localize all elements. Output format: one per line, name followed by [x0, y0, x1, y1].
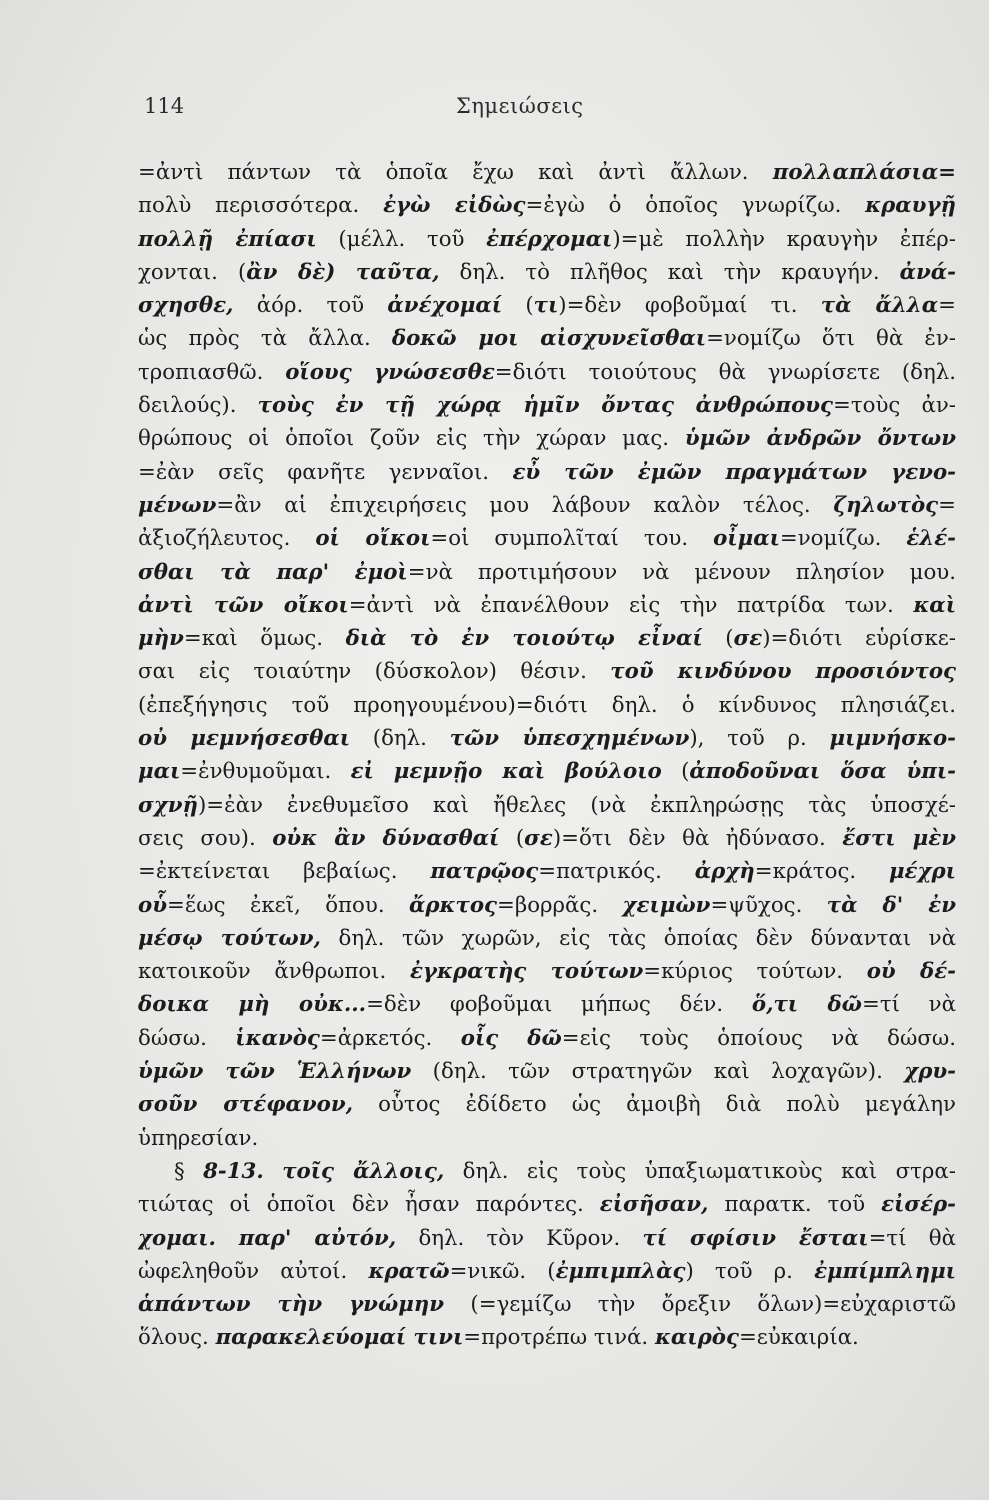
text-line: μὴν=καὶ ὅμως. διὰ τὸ ἐν τοιούτῳ εἶναί (σε)=διότι εὑρίσκε- [138, 626, 956, 652]
text-line: ἀξιοζήλευτος. οἱ οἴκοι=οἱ συμπολῖταί του. οἶμαι=νομίζω. ἑλέ- [138, 526, 956, 552]
lemma: κρατῶ [368, 1258, 450, 1284]
text-line: οὗ=ἕως ἐκεῖ, ὅπου. ἄρκτος=βορρᾶς. χειμὼν=ψῦχος. τὰ δ' ἐν [138, 892, 956, 918]
text-line: ὑμῶν τῶν Ἑλλήνων (δηλ. τῶν στρατηγῶν καὶ λοχαγῶν). χρυ- [138, 1059, 956, 1085]
lemma: τοὺς ἐν τῇ χώρᾳ ἡμῖν ὄντας ἀνθρώπους [257, 393, 834, 419]
text-line: ἀντὶ τῶν οἴκοι=ἀντὶ νὰ ἐπανέλθουν εἰς τὴν πατρίδα των. καὶ [138, 592, 956, 618]
lemma: σε [524, 825, 553, 851]
text-line: θρώπους οἱ ὁποῖοι ζοῦν εἰς τὴν χώραν μας. ὑμῶν ἀνδρῶν ὄντων [138, 426, 956, 452]
lemma: ἐμπίμπλημι [814, 1258, 956, 1284]
text-line: σθαι τὰ παρ' ἐμοὶ=νὰ προτιμήσουν νὰ μένουν πλησίον μου. [138, 559, 956, 585]
page-header [144, 94, 951, 124]
lemma: σχνῇ [138, 792, 198, 818]
lemma: ὅ,τι δῶ [751, 992, 862, 1018]
text-line: πολλῇ ἐπίασι (μέλλ. τοῦ ἐπέρχομαι)=μὲ πολλὴν κραυγὴν ἐπέρ- [138, 226, 956, 252]
lemma: τί σφίσιν ἔσται [642, 1225, 869, 1251]
text-line: δοικα μὴ οὐκ...=δὲν φοβοῦμαι μήπως δέν. ὅ,τι δῶ=τί νὰ [138, 992, 956, 1018]
text-line: τιώτας οἱ ὁποῖοι δὲν ἦσαν παρόντες. εἰσῆσαν, παρατκ. τοῦ εἰσέρ- [138, 1192, 956, 1218]
lemma: 8-13. [203, 1158, 264, 1184]
lemma: χειμὼν [622, 892, 711, 918]
text-line: ὡς πρὸς τὰ ἄλλα. δοκῶ μοι αἰσχυνεῖσθαι=νομίζω ὅτι θὰ ἐν- [138, 326, 956, 352]
text-line: οὐ μεμνήσεσθαι (δηλ. τῶν ὑπεσχημένων), τοῦ ρ. μιμνήσκο- [138, 726, 956, 752]
text-line: =ἐκτείνεται βεβαίως. πατρῷος=πατρικός. ἀρχὴ=κράτος. μέχρι [138, 859, 956, 885]
text-line: σεις σου). οὐκ ἂν δύνασθαί (σε)=ὅτι δὲν θὰ ἠδύνασο. ἔστι μὲν [138, 825, 956, 851]
lemma: πολλῇ ἐπίασι [138, 226, 317, 252]
lemma: εἰσέρ- [881, 1192, 956, 1218]
text-line: ὑπηρεσίαν. [138, 1125, 259, 1151]
text-line: (ἐπεξήγησις τοῦ προηγουμένου)=διότι δηλ. ὁ κίνδυνος πλησιάζει. [138, 692, 956, 718]
lemma: χομαι. παρ' αὐτόν, [138, 1225, 397, 1251]
lemma: μαι [138, 759, 181, 785]
lemma: κραυγῇ [865, 193, 956, 219]
text-line: σαι εἰς τοιαύτην (δύσκολον) θέσιν. τοῦ κινδύνου προσιόντος [138, 659, 956, 685]
text-line: σχνῇ)=ἐὰν ἐνεθυμεῖσο καὶ ἤθελες (νὰ ἐκπληρώσῃς τὰς ὑποσχέ- [138, 792, 956, 818]
lemma: καιρὸς [654, 1325, 739, 1351]
lemma: εἰ μεμνῇο καὶ βούλοιο [350, 759, 662, 785]
lemma: μὴν [138, 626, 184, 652]
lemma: σοῦν στέφανον, [138, 1092, 354, 1118]
lemma: ἐγὼ εἰδὼς [383, 193, 526, 219]
lemma: τὰ δ' ἐν [826, 892, 956, 918]
lemma: ὑμῶν τῶν Ἑλλήνων [138, 1059, 412, 1085]
lemma: ἁπάντων τὴν γνώμην [138, 1292, 445, 1318]
lemma: μέσῳ τούτων, [138, 925, 321, 951]
lemma: οὐ μεμνήσεσθαι [138, 726, 351, 752]
lemma: ἀποδοῦναι ὅσα ὑπι- [689, 759, 956, 785]
text-line: =ἀντὶ πάντων τὰ ὁποῖα ἔχω καὶ ἀντὶ ἄλλων. πολλαπλάσια= [138, 160, 956, 185]
lemma: οἵους γνώσεσθε [285, 359, 495, 385]
page-number: 114 [144, 94, 185, 118]
lemma: ἀρχὴ [694, 859, 755, 885]
lemma: μέχρι [888, 859, 956, 885]
text-line: σχησθε, ἀόρ. τοῦ ἀνέχομαί (τι)=δὲν φοβοῦμαί τι. τὰ ἄλλα= [138, 293, 956, 319]
lemma: οὗ [138, 892, 167, 918]
lemma: ἑλέ- [906, 526, 956, 552]
lemma: οἱ οἴκοι [315, 526, 431, 552]
lemma: δοκῶ μοι αἰσχυνεῖσθαι [391, 326, 707, 352]
text-line: =ἐὰν σεῖς φανῆτε γενναῖοι. εὖ τῶν ἐμῶν πραγμάτων γενο- [138, 459, 956, 485]
lemma: τι [533, 293, 559, 319]
text-line: δειλούς). τοὺς ἐν τῇ χώρᾳ ἡμῖν ὄντας ἀνθρώπους=τοὺς ἀν- [138, 393, 956, 419]
text-line: σοῦν στέφανον, οὗτος ἐδίδετο ὡς ἀμοιβὴ διὰ πολὺ μεγάλην [138, 1092, 956, 1118]
lemma: σθαι τὰ παρ' ἐμοὶ [138, 559, 408, 585]
text-line: ἁπάντων τὴν γνώμην (=γεμίζω τὴν ὄρεξιν ὅλων)=εὐχαριστῶ [138, 1292, 956, 1318]
lemma: διὰ τὸ ἐν τοιούτῳ εἶναί [345, 626, 703, 652]
text-line: χονται. (ἂν δὲ) ταῦτα, δηλ. τὸ πλῆθος καὶ τὴν κραυγήν. ἀνά- [138, 259, 956, 285]
lemma: ὑμῶν ἀνδρῶν ὄντων [684, 426, 956, 452]
lemma: ἀνέχομαί [387, 293, 503, 319]
lemma: τοῖς ἄλλοις, [282, 1158, 445, 1184]
lemma: τῶν ὑπεσχημένων [449, 726, 690, 752]
lemma: εἰσῆσαν, [599, 1192, 709, 1218]
lemma: παρακελεύομαί τινι [215, 1325, 464, 1351]
lemma: ἀνά- [899, 259, 956, 285]
lemma: ἂν δὲ) ταῦτα, [246, 259, 440, 285]
lemma: οὐ δέ- [866, 959, 956, 985]
text-line: κατοικοῦν ἄνθρωποι. ἐγκρατὴς τούτων=κύριος τούτων. οὐ δέ- [138, 959, 956, 985]
lemma: πολλαπλάσια= [772, 160, 956, 185]
lemma: μιμνήσκο- [829, 726, 956, 752]
lemma: ἄρκτος [409, 892, 498, 918]
lemma: πατρῷος [430, 859, 539, 885]
text-line: ὠφεληθοῦν αὐτοί. κρατῶ=νικῶ. (ἐμπιμπλὰς) τοῦ ρ. ἐμπίμπλημι [138, 1258, 956, 1284]
lemma: οἶμαι [713, 526, 780, 552]
lemma: οἷς δῶ [460, 1025, 562, 1051]
text-line: ὅλους. παρακελεύομαί τινι=προτρέπω τινά. καιρὸς=εὐκαιρία. [138, 1325, 859, 1351]
text-line: § 8-13. τοῖς ἄλλοις, δηλ. εἰς τοὺς ὑπαξιωματικοὺς καὶ στρα- [174, 1158, 956, 1184]
text-line: μέσῳ τούτων, δηλ. τῶν χωρῶν, εἰς τὰς ὁποίας δὲν δύνανται νὰ [138, 925, 956, 951]
text-line: πολὺ περισσότερα. ἐγὼ εἰδὼς=ἐγὼ ὁ ὁποῖος γνωρίζω. κραυγῇ [138, 193, 956, 219]
lemma: χρυ- [904, 1059, 956, 1085]
lemma: καὶ [913, 592, 956, 618]
lemma: ἔστι μὲν [842, 825, 956, 851]
lemma: ἐγκρατὴς τούτων [409, 959, 644, 985]
text-line: δώσω. ἱκανὸς=ἀρκετός. οἷς δῶ=εἰς τοὺς ὁποίους νὰ δώσω. [138, 1025, 956, 1051]
text-line: χομαι. παρ' αὐτόν, δηλ. τὸν Κῦρον. τί σφίσιν ἔσται=τί θὰ [138, 1225, 956, 1251]
lemma: σχησθε, [138, 293, 234, 319]
lemma: σε [733, 626, 763, 652]
notes-text [138, 156, 956, 1355]
lemma: τοῦ κινδύνου προσιόντος [610, 659, 956, 685]
lemma: ζηλωτὸς [833, 492, 939, 518]
lemma: δοικα μὴ οὐκ... [138, 992, 367, 1018]
lemma: ἐμπιμπλὰς [555, 1258, 686, 1284]
lemma: οὐκ ἂν δύνασθαί [272, 825, 500, 851]
running-head: Σημειώσεις [456, 94, 584, 118]
lemma: εὖ τῶν ἐμῶν πραγμάτων γενο- [512, 459, 956, 485]
lemma: ἐπέρχομαι [486, 226, 613, 252]
lemma: ἱκανὸς [235, 1025, 320, 1051]
text-line: μένων=ἂν αἱ ἐπιχειρήσεις μου λάβουν καλὸν τέλος. ζηλωτὸς= [138, 492, 956, 518]
lemma: ἀντὶ τῶν οἴκοι [138, 592, 349, 618]
lemma: μένων [138, 492, 217, 518]
text-line: τροπιασθῶ. οἵους γνώσεσθε=διότι τοιούτους θὰ γνωρίσετε (δηλ. [138, 359, 956, 385]
lemma: τὰ ἄλλα [820, 293, 939, 319]
text-line: μαι=ἐνθυμοῦμαι. εἰ μεμνῇο καὶ βούλοιο (ἀποδοῦναι ὅσα ὑπι- [138, 759, 956, 785]
